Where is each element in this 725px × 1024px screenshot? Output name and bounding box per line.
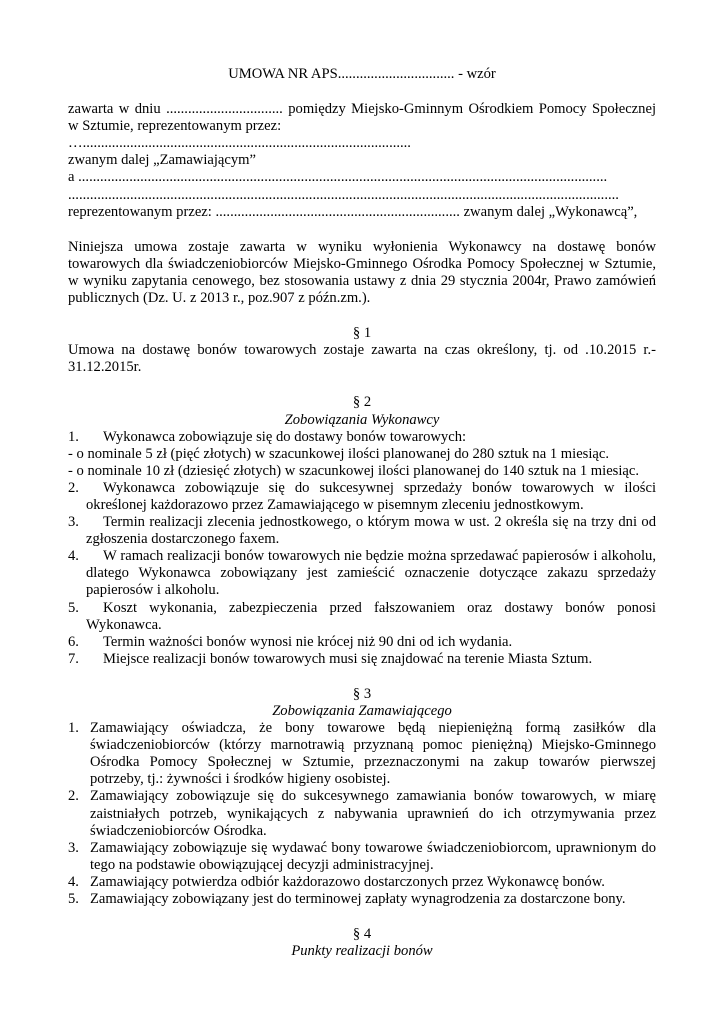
item-text: tego na podstawie obowiązującej decyzji administracyjnej.: [90, 856, 434, 873]
item-text: świadczeniobiorców Ośrodka.: [90, 822, 267, 839]
parties-line: a .................................................................................................................................................: [68, 169, 608, 186]
nominal-line: - o nominale 10 zł (dziesięć złotych) w szacunkowej ilości planowanej do 140 sztuk na 1 miesiąc.: [68, 462, 640, 479]
item-text: Zamawiający potwierdza odbiór każdorazowo dostarczonych przez Wykonawcę bonów.: [90, 873, 605, 890]
item-text: świadczeniobiorców (którzy marnotrawią przyznaną pomoc pieniężną) Miejsko-Gminnego: [90, 737, 656, 754]
item-text: Miejsce realizacji bonów towarowych musi się znajdować na terenie Miasta Sztum.: [103, 650, 593, 667]
contract-title: UMOWA NR APS................................ - wzór: [228, 66, 496, 82]
item-number: 4.: [68, 548, 79, 565]
item-number: 3.: [68, 514, 79, 531]
item-number: 2.: [68, 479, 79, 496]
intro-line: towarowych dla świadczeniobiorców Miejsko-Gminnego Ośrodka Pomocy Społecznej w Sztumie,: [68, 255, 656, 272]
list-item: [68, 651, 656, 668]
item-text: zgłoszenia dostarczonego faxem.: [86, 531, 280, 548]
item-text: Zamawiający zobowiązany jest do terminowej zapłaty wynagrodzenia za dostarczone bony.: [90, 891, 626, 908]
item-number: 7.: [68, 650, 79, 667]
item-text: Zamawiający zobowiązuje się wydawać bony towarowe świadczeniobiorcom, uprawnionym do: [90, 839, 656, 856]
section-4-heading: § 4: [352, 926, 372, 943]
section-1-line: Umowa na dostawę bonów towarowych zostaje zawarta na czas określony, tj. od .10.2015 r.-: [68, 342, 656, 359]
list-item: [68, 600, 656, 634]
item-number: 1.: [68, 720, 79, 737]
parties-line: reprezentowanym przez: ................................................................... zwanym dalej „Wykonawcą”,: [68, 203, 638, 220]
item-text: Wykonawca zobowiązuje się do dostawy bonów towarowych:: [103, 428, 467, 445]
item-text: zaistniałych potrzeb, wynikających z nabywania uprawnień do ich otrzymywania przez: [90, 805, 656, 822]
list-item: [68, 874, 656, 891]
list-item: [68, 634, 656, 651]
parties-line: zawarta w dniu ................................ pomiędzy Miejsko-Gminnym Ośrodkiem Pomocy Społecznej: [68, 101, 656, 118]
nominal-line: - o nominale 5 zł (pięć złotych) w szacunkowej ilości planowanej do 280 sztuk na 1 miesiąc.: [68, 445, 610, 462]
item-text: Wykonawca zobowiązuje się do sukcesywnej sprzedaży bonów towarowych w ilości: [103, 479, 656, 496]
intro-line: publicznych (Dz. U. z 2013 r., poz.907 z późn.zm.).: [68, 290, 371, 307]
list-item: [68, 840, 656, 874]
intro-line: Niniejsza umowa zostaje zawarta w wyniku wyłonienia Wykonawcy na dostawę bonów: [68, 238, 656, 255]
section-2-subtitle: Zobowiązania Wykonawcy: [284, 411, 440, 428]
parties-line: zwanym dalej „Zamawiającym”: [68, 152, 257, 169]
item-number: 3.: [68, 839, 79, 856]
list-item: [68, 480, 656, 514]
section-4-subtitle: Punkty realizacji bonów: [291, 943, 433, 960]
section-3-subtitle: Zobowiązania Zamawiającego: [272, 703, 452, 719]
item-text: Wykonawca.: [86, 616, 162, 633]
intro-paragraph: [68, 239, 656, 307]
item-text: Zamawiający oświadcza, że bony towarowe będą niepieniężną formą zasiłków dla: [90, 720, 656, 737]
list-item: [68, 788, 656, 839]
section-1-heading: § 1: [352, 325, 372, 342]
item-text: Ośrodka Pomocy Społecznej w Sztumie, przeznaczonymi na zakup towarów pierwszej: [90, 754, 656, 771]
item-text: W ramach realizacji bonów towarowych nie będzie można sprzedawać papierosów i alkoholu,: [103, 548, 656, 565]
section-2-heading: § 2: [352, 394, 372, 411]
item-number: 1.: [68, 428, 79, 445]
parties-line: .......................................................................................................................................................: [68, 186, 619, 203]
item-text: papierosów i alkoholu.: [86, 582, 220, 599]
item-text: Koszt wykonania, zabezpieczenia przed fałszowaniem oraz dostawy bonów ponosi: [103, 599, 656, 616]
section-1-line: 31.12.2015r.: [68, 359, 142, 376]
list-item: [68, 891, 656, 908]
list-item: [68, 548, 656, 599]
item-text: Zamawiający zobowiązuje się do sukcesywnego zamawiania bonów towarowych, w miarę: [90, 788, 656, 805]
item-text: potrzeby, tj.: żywności i środków higieny osobistej.: [90, 771, 391, 788]
item-number: 2.: [68, 788, 79, 805]
list-item: [68, 429, 656, 446]
parties-section: [68, 101, 656, 221]
item-text: Termin realizacji zlecenia jednostkowego, o którym mowa w ust. 2 określa się na trzy dni od: [103, 514, 656, 531]
parties-line: w Sztumie, reprezentowanym przez:: [68, 118, 282, 135]
item-text: dlatego Wykonawca zobowiązany jest zamieścić oznaczenie dotyczące zakazu sprzedaży: [86, 565, 656, 582]
item-text: Termin ważności bonów wynosi nie krócej niż 90 dni od ich wydania.: [103, 633, 513, 650]
item-number: 5.: [68, 891, 79, 908]
list-item: [68, 720, 656, 788]
item-number: 4.: [68, 873, 79, 890]
section-3-heading: § 3: [352, 685, 372, 702]
parties-line: …..........................................................................................: [68, 135, 411, 152]
document-page: [68, 66, 656, 960]
list-item: [68, 514, 656, 548]
intro-line: w wyniku zapytania cenowego, bez stosowania ustawy z dnia 29 stycznia 2004r, Prawo zamówień: [68, 272, 656, 289]
item-number: 5.: [68, 599, 79, 616]
item-number: 6.: [68, 633, 79, 650]
item-text: określonej każdorazowo przez Zamawiającego w pisemnym zleceniu jednostkowym.: [86, 496, 584, 513]
